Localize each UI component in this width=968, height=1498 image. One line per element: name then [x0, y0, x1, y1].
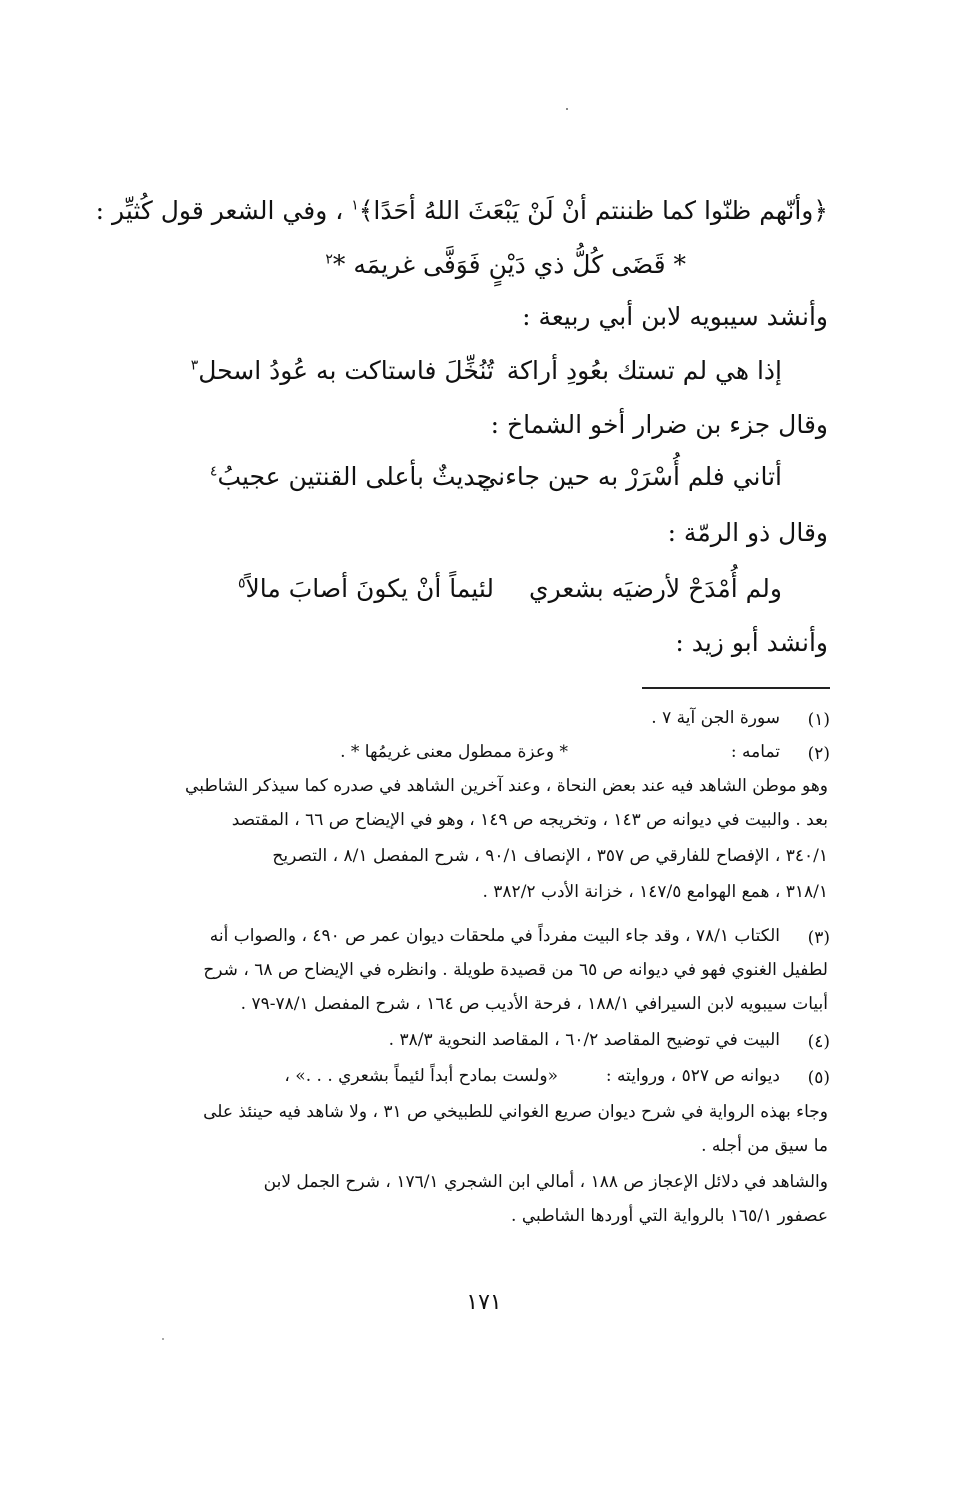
verse-4-first-hemistich: أتاني فلم أُسْرَرْ به حين جاءني: [477, 462, 782, 491]
verse-3-second-text: تُنُخِّلَ فاستاكت به عُودُ اسحل: [198, 356, 494, 385]
intro-juz-ibn-dirar: وقال جزء بن ضرار أخو الشماخ :: [490, 410, 828, 439]
footnote-ref-5: ٥: [237, 575, 246, 592]
intro-dhu-al-rumma: وقال ذو الرمّة :: [667, 518, 828, 547]
verse-4-second-hemistich: [210, 462, 492, 491]
footnote-5-line-d: ما سيق من أجله .: [701, 1136, 828, 1156]
footnote-number-4: (٤): [807, 1032, 830, 1052]
footnote-3-line-c: أبيات سيبويه لابن السيرافي ١٨٨/١ ، فرحة الأديب ص ١٦٤ ، شرح المفصل ٧٨/١-٧٩ .: [240, 994, 828, 1014]
footnote-number-3: (٣): [807, 928, 830, 948]
footnote-2-label: تمامه :: [730, 742, 780, 762]
verse-5-first-hemistich: ولم أُمْدَحْ لأرضيَه بشعري: [529, 574, 782, 603]
body-line-1: [95, 196, 828, 226]
footnote-number-5: (٥): [807, 1068, 830, 1088]
verse-5-second-text: لئيماً أنْ يكونَ أصابَ مالاً: [245, 574, 494, 603]
footnote-2-line-d: بعد . والبيت في ديوانه ص ١٤٣ ، وتخريجه ص ١٤٩ ، وهو في الإيضاح ص ٦٦ ، المقتصد: [231, 810, 828, 830]
body-line-1-tail: ، وفي الشعر قول كُثيِّر :: [95, 196, 344, 225]
footnote-2-line-f: ٣١٨/١ ، همع الهوامع ١٤٧/٥ ، خزانة الأدب ٣٨٢/٢ .: [482, 882, 828, 902]
footnote-5-variant-reading: «ولست بمادح أبداً لئيماً بشعري . . .» ،: [284, 1066, 558, 1086]
footnote-number-1: (١): [807, 710, 830, 730]
footnote-2-line-c: وهو موطن الشاهد فيه عند بعض النحاة ، وعند آخرين الشاهد في صدره كما سيذكر الشاطبي: [185, 776, 828, 796]
verse-3-first-hemistich: إذا هي لم تستك بعُودِ أراكة: [506, 356, 782, 385]
footnote-ref-4: ٤: [209, 463, 218, 480]
footnote-2-hemistich: * وعزة ممطول معنى غريمُها * .: [340, 742, 568, 762]
scan-speck: [566, 108, 568, 110]
verse-3-second-hemistich: [191, 356, 494, 385]
footnote-5-line-f: عصفور ١٦٥/١ بالرواية التي أوردها الشاطبي .: [511, 1206, 828, 1226]
half-verse-text: * قَضَى كُلُّ ذي دَيْنٍ فَوَفَّى غريمَه *: [332, 250, 686, 279]
scan-speck-bottom: [162, 1338, 164, 1340]
page-number: ١٧١: [466, 1290, 502, 1315]
quran-quote: ﴿وأنّهم ظنّوا كما ظننتم أنْ لَنْ يَبْعَثَ اللهُ أحَدًا﴾: [358, 196, 828, 225]
intro-ibn-abi-rabia: وأنشد سيبويه لابن أبي ربيعة :: [522, 302, 828, 331]
footnote-3-line-b: لطفيل الغنوي فهو في ديوانه ص ٦٥ من قصيدة طويلة . وانظره في الإيضاح ص ٦٨ ، شرح: [203, 960, 828, 980]
footnote-1: سورة الجن آية ٧ .: [651, 708, 780, 728]
footnote-ref-3: ٣: [190, 357, 199, 374]
footnote-ref-2: ٢: [325, 251, 333, 268]
verse-4-second-text: حديثٌ بأعلى القنتين عجيبُ: [217, 462, 492, 491]
verse-5-second-hemistich: [238, 574, 494, 603]
footnote-5-line-c: وجاء بهذه الرواية في شرح ديوان صريع الغواني للطبيخي ص ٣١ ، ولا شاهد فيه حينئذ على: [203, 1102, 828, 1122]
footnote-5-line-a: ديوانه ص ٥٢٧ ، وروايته :: [605, 1066, 780, 1086]
footnote-ref-1: ١: [351, 197, 359, 214]
footnote-4: البيت في توضيح المقاصد ٦٠/٢ ، المقاصد النحوية ٣٨/٣ .: [388, 1030, 780, 1050]
footnote-3-line-a: الكتاب ٧٨/١ ، وقد جاء البيت مفرداً في ملحقات ديوان عمر ص ٤٩٠ ، والصواب أنه: [209, 926, 780, 946]
half-verse: [325, 250, 686, 279]
footnote-5-line-e: والشاهد في دلائل الإعجاز ص ١٨٨ ، أمالي ابن الشجري ١٧٦/١ ، شرح الجمل لابن: [263, 1172, 828, 1192]
footnote-2-line-e: ٣٤٠/١ ، الإفصاح للفارقي ص ٣٥٧ ، الإنصاف ٩٠/١ ، شرح المفصل ٨/١ ، التصريح: [272, 846, 828, 866]
intro-abu-zayd: وأنشد أبو زيد :: [675, 628, 828, 657]
footnote-separator: [642, 687, 830, 689]
footnote-number-2: (٢): [807, 744, 830, 764]
